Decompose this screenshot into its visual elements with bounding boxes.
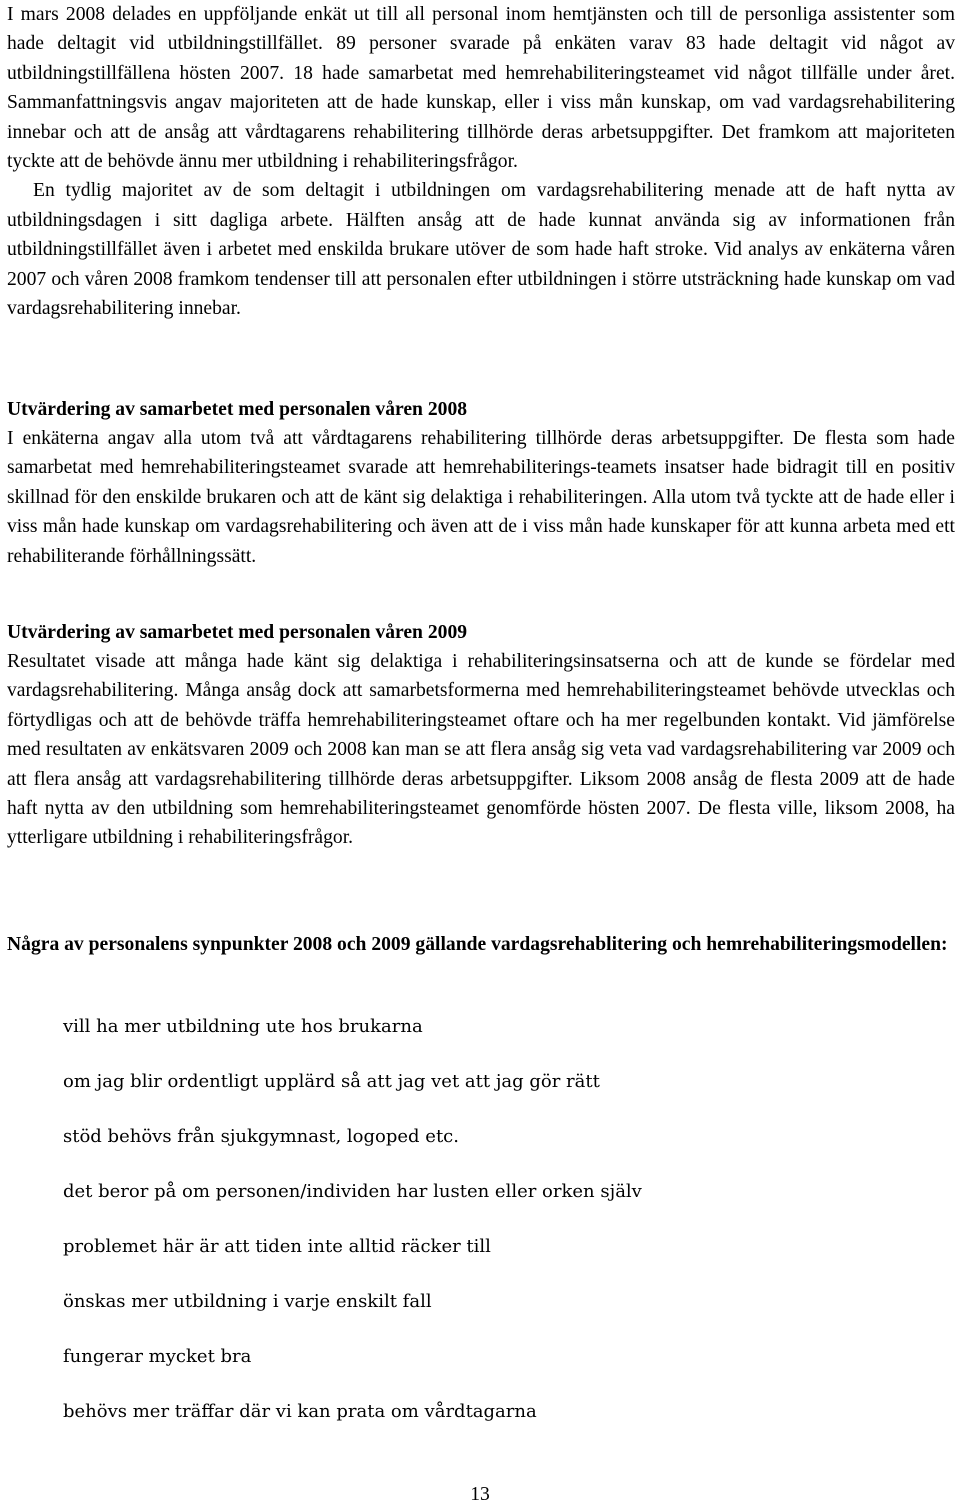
section-heading-2009: Utvärdering av samarbetet med personalen våren 2009 [7, 622, 468, 643]
list-item: om jag blir ordentligt upplärd så att jag vet att jag gör rätt [63, 1071, 600, 1092]
intro-paragraph-1: I mars 2008 delades en uppföljande enkät ut till all personal inom hemtjänsten och till de personliga assistenter som hade deltagit vid utbildningstillfället. 89 personer svarade på enkäten varav 83 hade deltagit vid något av utbildningstillfällena hösten 2007. 18 hade samarbetat med hemrehabiliteringsteamet vid något tillfälle under året. Sammanfattningsvis angav majoriteten att de hade kunskap, eller i viss mån kunskap, om vad vardagsrehabilitering innebar och att de ansåg att vårdtagarens rehabilitering tillhörde deras arbetsuppgifter. Det framkom att majoriteten tyckte att de behövde ännu mer utbildning i rehabiliteringsfrågor. [7, 4, 955, 173]
list-item: stöd behövs från sjukgymnast, logoped etc. [63, 1126, 459, 1147]
list-item: fungerar mycket bra [63, 1346, 252, 1367]
section-body-2008: I enkäterna angav alla utom två att vårdtagarens rehabilitering tillhörde deras arbetsuppgifter. De flesta som hade samarbetat med hemrehabiliteringsteamet svarade att hemrehabiliterings-teamets insatser hade bidragit till en positiv skillnad för den enskilde brukaren och att de känt sig delaktiga i rehabiliteringen. Alla utom två tyckte att de hade eller i viss mån hade kunskap om vardagsrehabilitering och även att de i viss mån hade kunskaper för att kunna arbeta med ett rehabiliterande förhållningssätt. [7, 428, 955, 567]
section-heading-2008: Utvärdering av samarbetet med personalen våren 2008 [7, 399, 468, 420]
page-number: 13 [470, 1484, 490, 1505]
list-item: problemet här är att tiden inte alltid räcker till [63, 1236, 491, 1257]
section-body-2009: Resultatet visade att många hade känt sig delaktiga i rehabiliteringsinsatserna och att de kunde se fördelar med vardagsrehabilitering. Många ansåg dock att samarbetsformerna med hemrehabiliteringsteamet behövde utvecklas och förtydligas och att de behövde träffa hemrehabiliteringsteamet oftare och ha mer regelbunden kontakt. Vid jämförelse med resultaten av enkätsvaren 2009 och 2008 kan man se att flera ansåg sig veta vad vardagsrehabilitering var 2009 och att flera ansåg att vardagsrehabilitering tillhörde deras arbetsuppgifter. Liksom 2008 ansåg de flesta 2009 att de hade haft nytta av den utbildning som hemrehabiliteringsteamet genomförde hösten 2007. De flesta ville, liksom 2008, ha ytterligare utbildning i rehabiliteringsfrågor. [7, 651, 955, 849]
intro-paragraph-2: En tydlig majoritet av de som deltagit i utbildningen om vardagsrehabilitering menade att de haft nytta av utbildningsdagen i sitt dagliga arbete. Hälften ansåg att de hade kunnat använda sig av informationen från utbildningstillfället även i arbetet med enskilda brukare utöver de som hade haft stroke. Vid analys av enkäterna våren 2007 och våren 2008 framkom tendenser till att personalen efter utbildningen i större utsträckning hade kunskap om vad vardagsrehabilitering innebar. [7, 180, 955, 320]
intro-section [7, 0, 955, 323]
viewpoints-list [63, 1010, 642, 1450]
list-item: önskas mer utbildning i varje enskilt fall [63, 1291, 432, 1312]
viewpoints-heading: Några av personalens synpunkter 2008 och 2009 gällande vardagsrehablitering och hemrehabiliteringsmodellen: [7, 934, 948, 955]
list-item: vill ha mer utbildning ute hos brukarna [63, 1016, 423, 1037]
list-item: det beror på om personen/individen har lusten eller orken själv [63, 1181, 642, 1202]
list-item: behövs mer träffar där vi kan prata om vårdtagarna [63, 1401, 537, 1422]
